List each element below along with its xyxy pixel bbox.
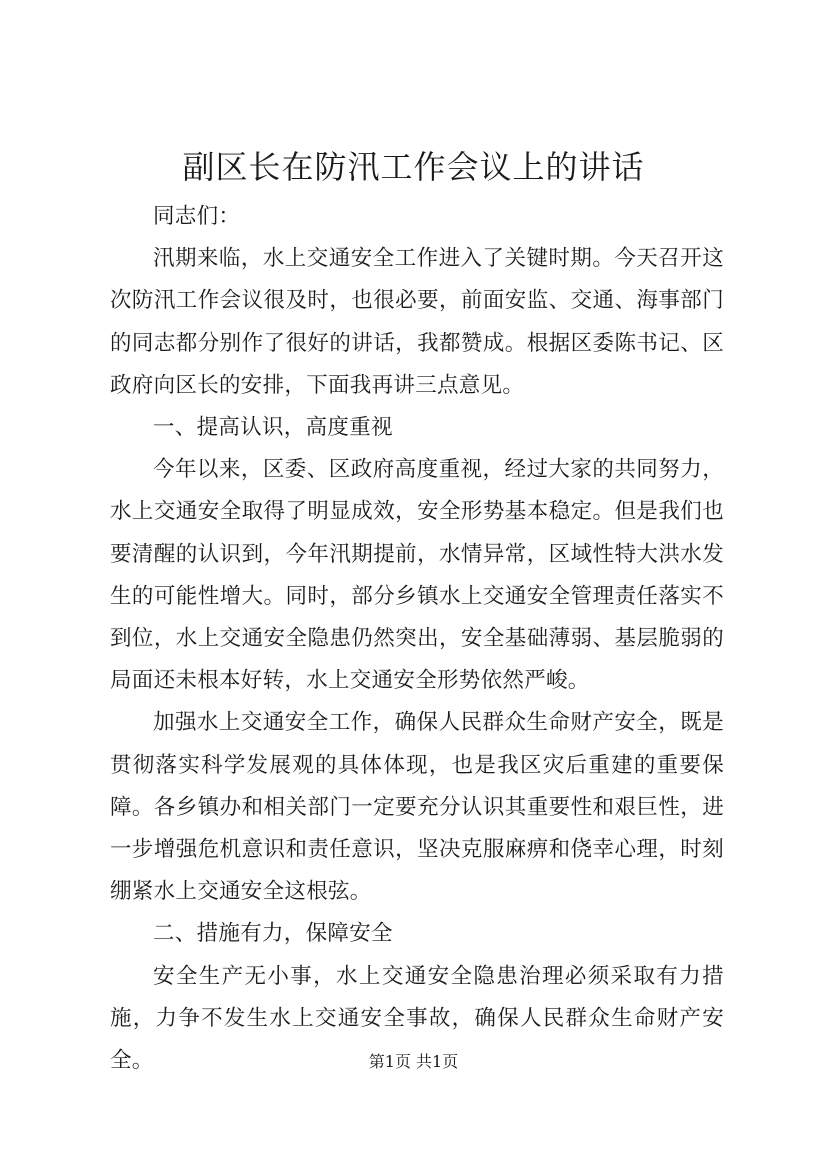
paragraph-measures: 安全生产无小事，水上交通安全隐患治理必须采取有力措施，力争不发生水上交通安全事故，确保人民群众生命财产安全。	[110, 963, 724, 1074]
salutation: 同志们：	[153, 204, 241, 229]
paragraph-situation: 今年以来，区委、区政府高度重视，经过大家的共同努力，水上交通安全取得了明显成效，安全形势基本稳定。但是我们也要清醒的认识到，今年汛期提前，水情异常，区域性特大洪水发生的可能性增大。同时，部分乡镇水上交通安全管理责任落实不到位，水上交通安全隐患仍然突出，安全基础薄弱、基层脆弱的局面还未根本好转，水上交通安全形势依然严峻。	[110, 457, 724, 694]
document-body	[110, 196, 724, 1082]
page-footer: 第1页 共1页	[368, 1052, 459, 1071]
document-title: 副区长在防汛工作会议上的讲话	[182, 148, 645, 186]
paragraph-intro: 汛期来临，水上交通安全工作进入了关键时期。今天召开这次防汛工作会议很及时，也很必要，前面安监、交通、海事部门的同志都分别作了很好的讲话，我都赞成。根据区委陈书记、区政府向区长的安排，下面我再讲三点意见。	[110, 246, 724, 398]
section-heading-1: 一、提高认识，高度重视	[153, 415, 393, 441]
section-heading-2: 二、措施有力，保障安全	[153, 921, 393, 947]
paragraph-importance: 加强水上交通安全工作，确保人民群众生命财产安全，既是贯彻落实科学发展观的具体体现，也是我区灾后重建的重要保障。各乡镇办和相关部门一定要充分认识其重要性和艰巨性，进一步增强危机意识和责任意识，坚决克服麻痹和侥幸心理，时刻绷紧水上交通安全这根弦。	[110, 710, 724, 905]
